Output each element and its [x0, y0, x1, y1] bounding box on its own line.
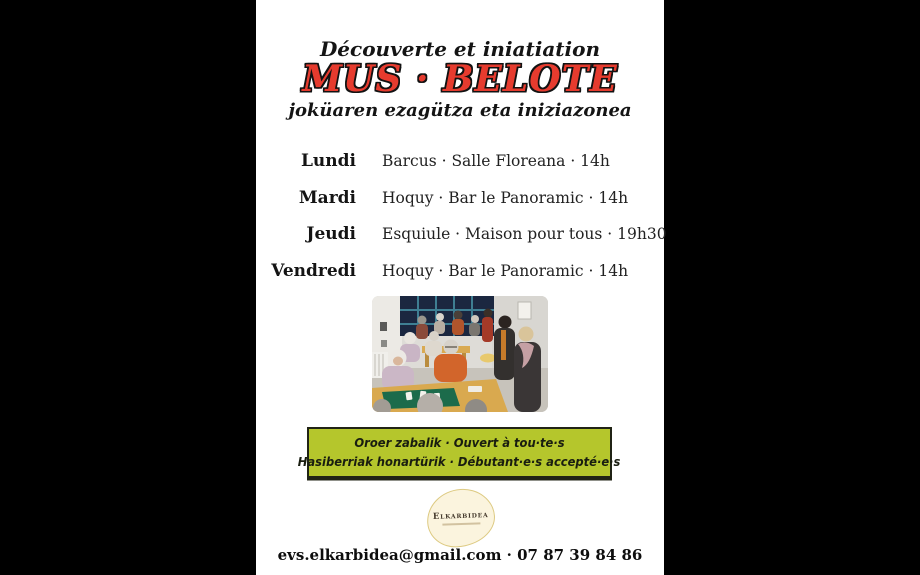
contact-separator: ·	[501, 546, 518, 564]
poster	[256, 0, 667, 575]
subtitle-french: Découverte et iniatiation	[319, 37, 601, 61]
photo-illustration	[372, 296, 548, 412]
schedule-day: Vendredi	[271, 260, 356, 281]
logo-text: Elkarbidea	[432, 510, 489, 523]
card-players-photo	[372, 296, 548, 412]
contact-email: evs.elkarbidea@gmail.com	[277, 546, 502, 564]
subtitle-basque: joküaren ezagütza eta iniziazonea	[288, 100, 632, 121]
schedule-row	[256, 143, 664, 180]
schedule-day: Mardi	[298, 187, 356, 208]
schedule-day: Jeudi	[306, 224, 356, 245]
title-mus-belote: MUS · BELOTE	[302, 58, 618, 100]
poster-header	[256, 38, 664, 122]
schedule	[256, 143, 667, 289]
logo-tagline	[442, 523, 480, 526]
schedule-day: Lundi	[300, 151, 356, 172]
banner-line-1: Oroer zabalik · Ouvert à tou·te·s	[354, 435, 565, 450]
schedule-row	[256, 180, 664, 217]
schedule-details: Esquiule · Maison pour tous · 19h30	[382, 225, 667, 244]
banner-line-2: Hasiberriak honartürik · Débutant·e·s accepté·e·s	[298, 454, 621, 469]
schedule-row	[256, 253, 664, 290]
schedule-details: Barcus · Salle Floreana · 14h	[382, 152, 610, 171]
schedule-details: Hoquy · Bar le Panoramic · 14h	[382, 188, 629, 207]
elkarbidea-logo	[425, 487, 497, 550]
open-to-all-banner	[298, 427, 621, 478]
schedule-row	[256, 216, 667, 253]
schedule-details: Hoquy · Bar le Panoramic · 14h	[382, 261, 629, 280]
contact-line	[256, 546, 664, 564]
contact-phone: 07 87 39 84 86	[517, 546, 643, 564]
